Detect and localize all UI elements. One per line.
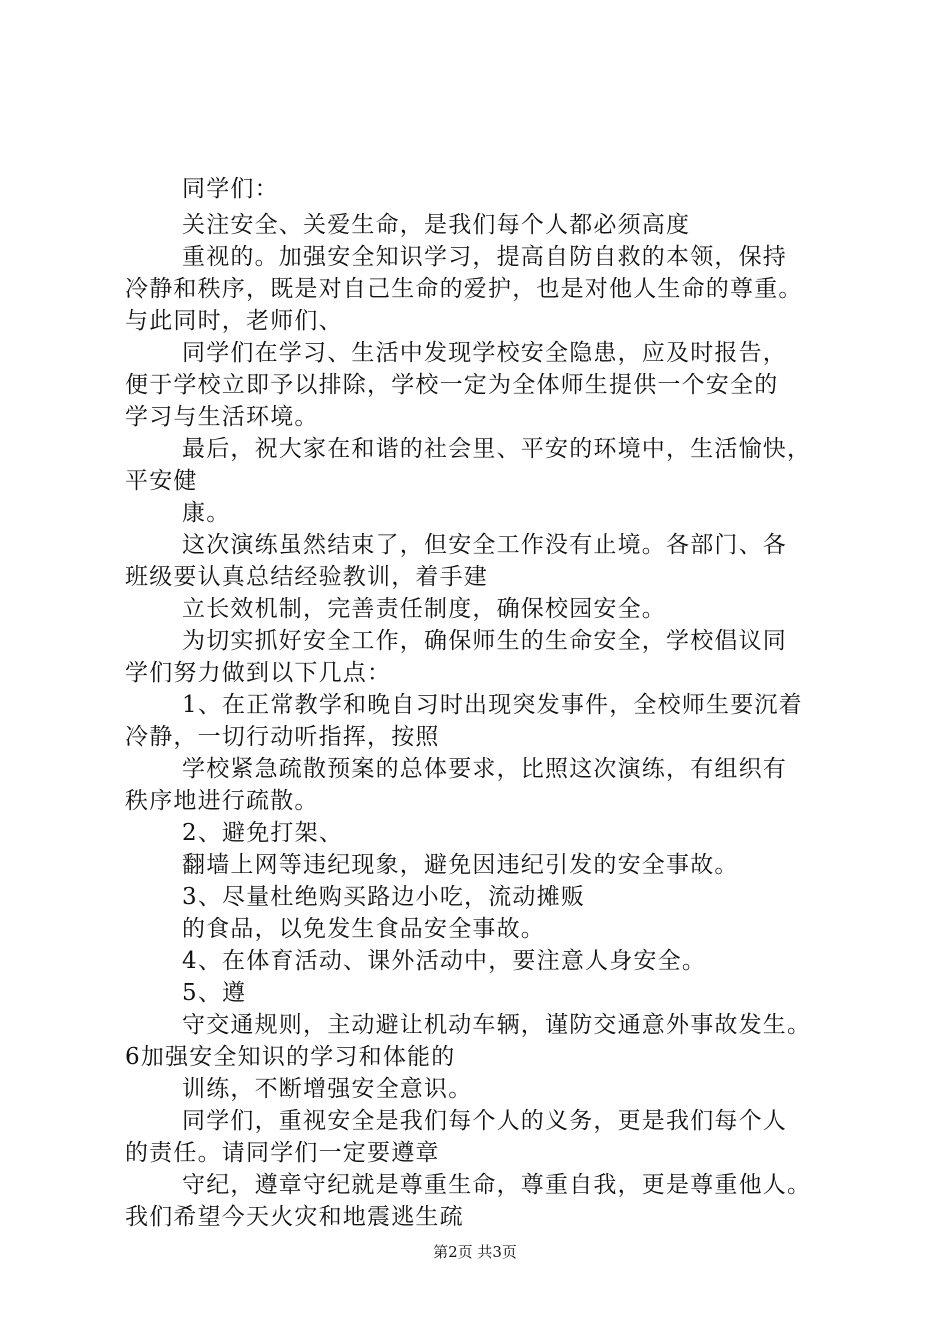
- text-line-14: 立长效机制，完善责任制度，确保校园安全。: [182, 596, 666, 622]
- text-line-2: 关注安全、关爱生命，是我们每个人都必须高度: [182, 212, 691, 238]
- text-line-27: 守交通规则，主动避让机动车辆，谨防交通意外事故发生。: [182, 1012, 812, 1038]
- text-line-32: 守纪，遵章守纪就是尊重生命，尊重自我，更是尊重他人。: [182, 1172, 812, 1198]
- text-line-8: 学习与生活环境。: [125, 404, 319, 430]
- text-line-10: 平安健: [125, 468, 198, 494]
- text-line-22: 翻墙上网等违纪现象，避免因违纪引发的安全事故。: [182, 852, 739, 878]
- text-line-5: 与此同时，老师们、: [125, 308, 343, 334]
- text-line-21: 2、避免打架、: [182, 820, 344, 846]
- text-line-25: 4、在体育活动、课外活动中，要注意人身安全。: [182, 948, 707, 974]
- text-line-13: 班级要认真总结经验教训，着手建: [125, 564, 488, 590]
- text-line-33: 我们希望今天火灾和地震逃生疏: [125, 1204, 464, 1230]
- text-line-9: 最后，祝大家在和谐的社会里、平安的环境中，生活愉快，: [182, 436, 812, 462]
- text-line-4: 冷静和秩序，既是对自己生命的爱护，也是对他人生命的尊重。: [125, 276, 803, 302]
- text-line-23: 3、尽量杜绝购买路边小吃，流动摊贩: [182, 884, 586, 910]
- page-footer: 第2页 共3页: [433, 1243, 517, 1261]
- text-line-6: 同学们在学习、生活中发现学校安全隐患，应及时报告，: [182, 340, 787, 366]
- text-line-24: 的食品，以免发生食品安全事故。: [182, 916, 545, 942]
- text-line-29: 训练，不断增强安全意识。: [182, 1076, 473, 1102]
- text-line-26: 5、遵: [182, 980, 247, 1006]
- text-line-7: 便于学校立即予以排除，学校一定为全体师生提供一个安全的: [125, 372, 779, 398]
- text-line-18: 冷静，一切行动听指挥，按照: [125, 724, 440, 750]
- text-line-31: 的责任。请同学们一定要遵章: [125, 1140, 440, 1166]
- text-line-3: 重视的。加强安全知识学习，提高自防自救的本领，保持: [182, 244, 787, 270]
- text-line-30: 同学们，重视安全是我们每个人的义务，更是我们每个人: [182, 1108, 787, 1134]
- text-line-20: 秩序地进行疏散。: [125, 788, 319, 814]
- text-line-16: 学们努力做到以下几点：: [125, 660, 392, 686]
- text-line-1: 同学们：: [182, 176, 279, 202]
- text-line-19: 学校紧急疏散预案的总体要求，比照这次演练，有组织有: [182, 756, 787, 782]
- text-line-15: 为切实抓好安全工作，确保师生的生命安全，学校倡议同: [182, 628, 787, 654]
- text-line-17: 1、在正常教学和晚自习时出现突发事件，全校师生要沉着: [182, 692, 803, 718]
- text-line-28: 6加强安全知识的学习和体能的: [125, 1044, 456, 1070]
- text-line-11: 康。: [182, 500, 231, 526]
- text-line-12: 这次演练虽然结束了，但安全工作没有止境。各部门、各: [182, 532, 787, 558]
